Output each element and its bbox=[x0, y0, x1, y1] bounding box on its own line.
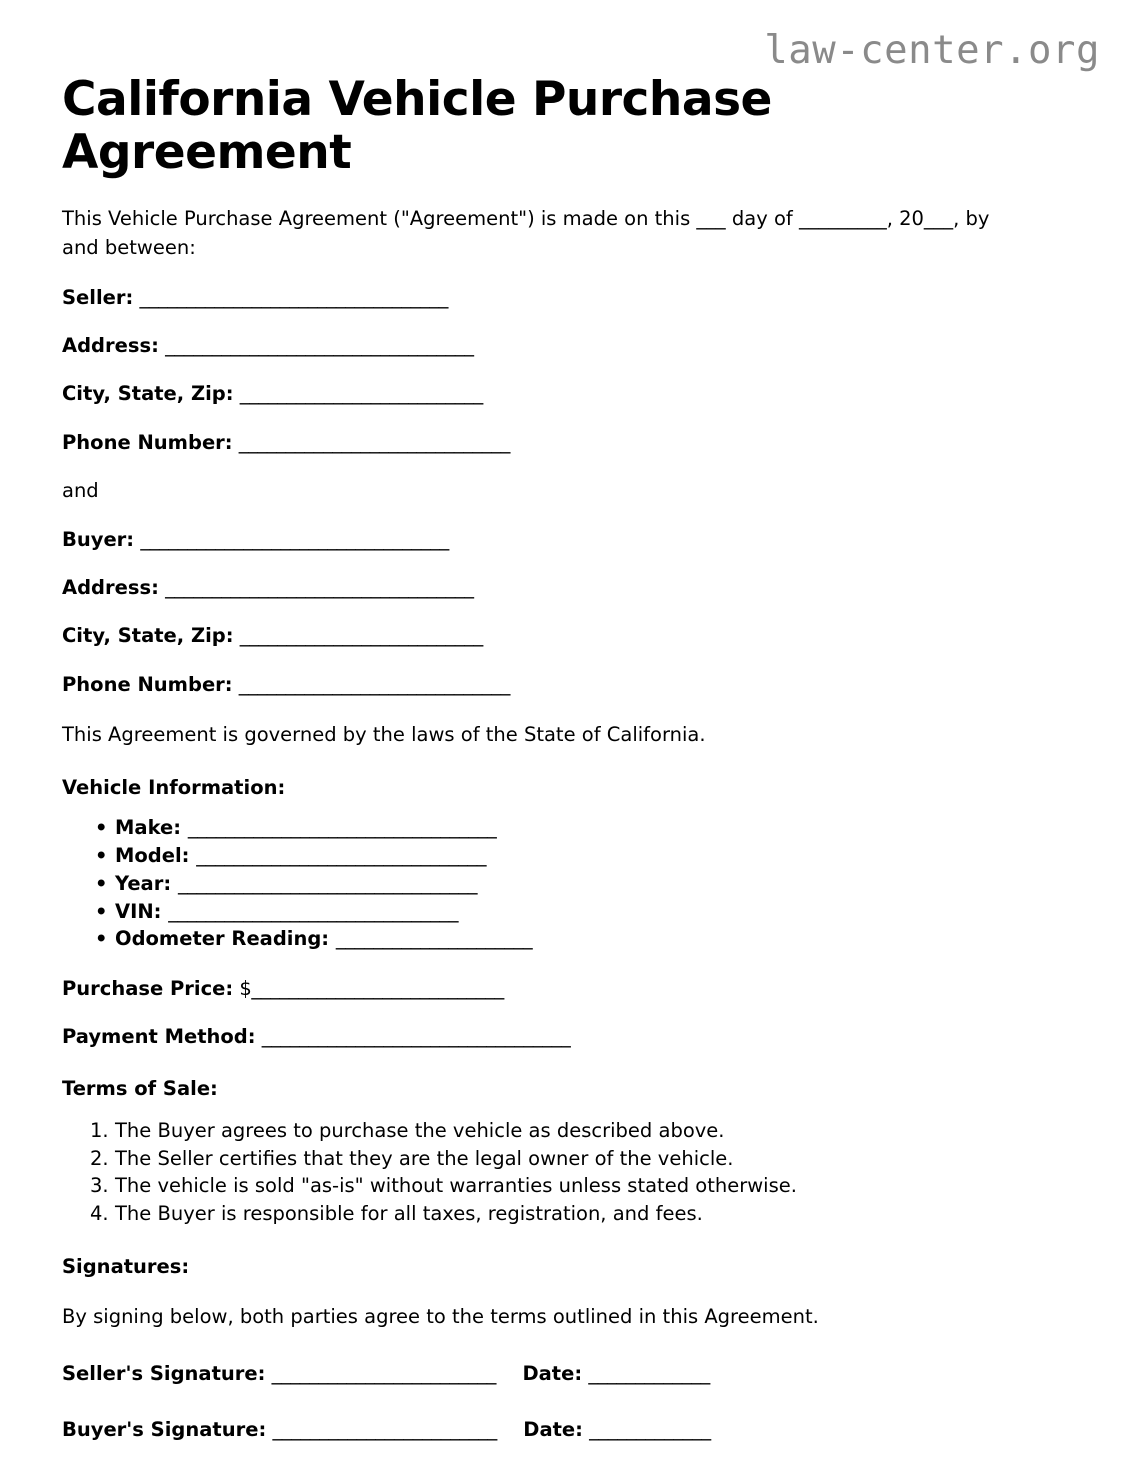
buyer-phone-label: Phone Number: bbox=[62, 672, 233, 696]
vehicle-information-list bbox=[62, 800, 1071, 952]
seller-phone-blank[interactable]: _____________________________ bbox=[238, 430, 510, 454]
buyer-phone-field bbox=[62, 649, 1071, 697]
buyer-city-field bbox=[62, 600, 1071, 648]
list-item: The vehicle is sold "as-is" without warranties unless stated otherwise. bbox=[115, 1174, 797, 1198]
buyer-signature-label: Buyer's Signature: bbox=[62, 1417, 267, 1441]
buyer-address-field bbox=[62, 552, 1071, 600]
terms-of-sale-heading: Terms of Sale: bbox=[62, 1076, 218, 1100]
seller-city-blank[interactable]: __________________________ bbox=[239, 382, 483, 406]
seller-address-blank[interactable]: _________________________________ bbox=[165, 334, 474, 358]
vehicle-year-label: Year: bbox=[115, 871, 172, 895]
governing-law-paragraph: This Agreement is governed by the laws of the State of California. bbox=[62, 722, 706, 746]
buyer-name-blank[interactable]: _________________________________ bbox=[140, 527, 449, 551]
seller-city-label: City, State, Zip: bbox=[62, 382, 234, 406]
seller-signature-label: Seller's Signature: bbox=[62, 1362, 266, 1386]
seller-date-label: Date: bbox=[522, 1362, 583, 1386]
list-item bbox=[62, 842, 1071, 870]
intro-paragraph: This Vehicle Purchase Agreement ("Agreement") is made on this ___ day of _________, 20___, by and between: bbox=[62, 207, 990, 259]
payment-method-field bbox=[62, 1001, 1071, 1049]
seller-phone-field bbox=[62, 407, 1071, 455]
vehicle-vin-blank[interactable]: _______________________________ bbox=[168, 899, 459, 923]
vehicle-odometer-label: Odometer Reading: bbox=[115, 927, 330, 951]
seller-name-field bbox=[62, 262, 1071, 310]
terms-of-sale-list bbox=[62, 1101, 1071, 1228]
buyer-name-label: Buyer: bbox=[62, 527, 135, 551]
vehicle-model-label: Model: bbox=[115, 844, 190, 868]
seller-phone-label: Phone Number: bbox=[62, 430, 233, 454]
list-item: The Buyer agrees to purchase the vehicle as described above. bbox=[115, 1118, 725, 1142]
vehicle-model-blank[interactable]: _______________________________ bbox=[196, 844, 487, 868]
seller-name-label: Seller: bbox=[62, 285, 134, 309]
buyer-city-blank[interactable]: __________________________ bbox=[239, 624, 483, 648]
buyer-address-label: Address: bbox=[62, 575, 159, 599]
vehicle-information-heading: Vehicle Information: bbox=[62, 776, 286, 800]
buyer-signature-row bbox=[62, 1387, 1071, 1442]
page-title: California Vehicle Purchase Agreement bbox=[62, 72, 772, 180]
seller-date-blank[interactable]: _____________ bbox=[588, 1362, 710, 1386]
list-item: The Seller certifies that they are the legal owner of the vehicle. bbox=[115, 1146, 734, 1170]
buyer-address-blank[interactable]: _________________________________ bbox=[165, 575, 474, 599]
purchase-price-label: Purchase Price: bbox=[62, 976, 234, 1000]
vehicle-make-label: Make: bbox=[115, 816, 182, 840]
list-item bbox=[62, 898, 1071, 926]
seller-address-label: Address: bbox=[62, 334, 159, 358]
seller-name-blank[interactable]: _________________________________ bbox=[139, 285, 449, 309]
conjunction-and: and bbox=[62, 479, 99, 503]
seller-city-field bbox=[62, 358, 1071, 406]
payment-method-label: Payment Method: bbox=[62, 1025, 256, 1049]
vehicle-year-blank[interactable]: ________________________________ bbox=[177, 871, 478, 895]
list-item bbox=[62, 870, 1071, 898]
buyer-date-blank[interactable]: _____________ bbox=[589, 1417, 711, 1441]
purchase-price-blank[interactable]: ___________________________ bbox=[251, 976, 504, 1000]
signature-statement: By signing below, both parties agree to the terms outlined in this Agreement. bbox=[62, 1305, 819, 1329]
signatures-heading: Signatures: bbox=[62, 1254, 190, 1278]
vehicle-odometer-blank[interactable]: _____________________ bbox=[335, 927, 533, 951]
purchase-price-field bbox=[62, 953, 1071, 1001]
seller-signature-blank[interactable]: ________________________ bbox=[271, 1362, 497, 1386]
seller-address-field bbox=[62, 310, 1071, 358]
buyer-signature-blank[interactable]: ________________________ bbox=[272, 1417, 497, 1441]
list-item: The Buyer is responsible for all taxes, registration, and fees. bbox=[115, 1202, 703, 1226]
payment-method-blank[interactable]: _________________________________ bbox=[261, 1025, 571, 1049]
buyer-phone-blank[interactable]: _____________________________ bbox=[238, 672, 510, 696]
site-watermark: law-center.org bbox=[764, 28, 1100, 73]
currency-symbol: $ bbox=[239, 976, 252, 1000]
list-item bbox=[62, 925, 1071, 953]
buyer-city-label: City, State, Zip: bbox=[62, 624, 234, 648]
vehicle-vin-label: VIN: bbox=[115, 899, 162, 923]
buyer-name-field bbox=[62, 504, 1071, 552]
buyer-date-label: Date: bbox=[523, 1417, 583, 1441]
list-item bbox=[62, 814, 1071, 842]
seller-signature-row bbox=[62, 1331, 1071, 1386]
vehicle-make-blank[interactable]: _________________________________ bbox=[187, 816, 497, 840]
